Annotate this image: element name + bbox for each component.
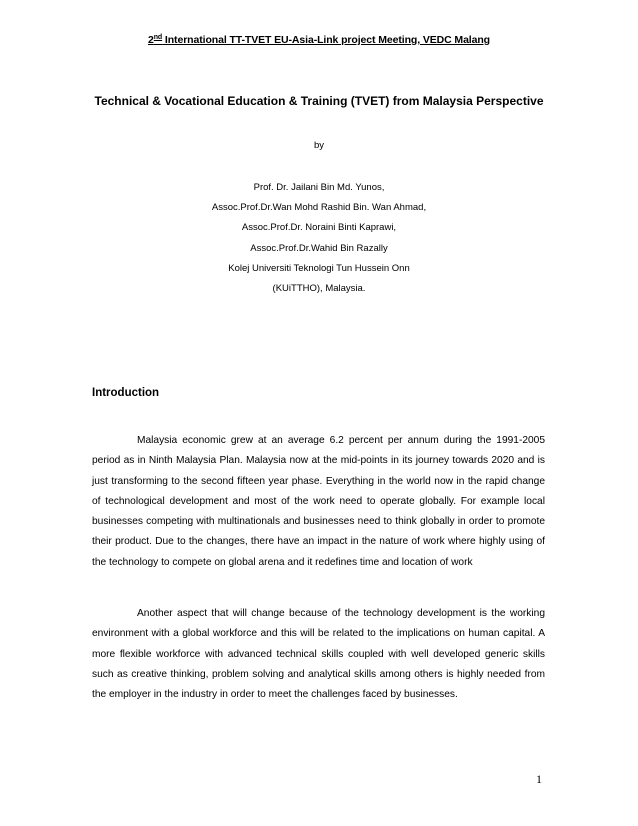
paragraph: Another aspect that will change because of the technology development is the working environment with a global workforce and this will be related to the implications on human capital. A more flexible workforce with advanced technical skills coupled with well developed generic skills such as creative thinking, problem solving and analytical skills among others is highly needed from the employer in the industry in order to meet the challenges faced by businesses. xyxy=(92,608,545,701)
page-header xyxy=(0,34,638,46)
section-heading: Introduction xyxy=(92,387,160,399)
author-line: Prof. Dr. Jailani Bin Md. Yunos, xyxy=(253,182,385,193)
page-number: 1 xyxy=(536,772,542,786)
author-line: Assoc.Prof.Dr.Wahid Bin Razally xyxy=(250,242,388,254)
affiliation-line: Kolej Universiti Teknologi Tun Hussein Onn xyxy=(228,262,410,274)
paragraph: Malaysia economic grew at an average 6.2 percent per annum during the 1991-2005 period as in Ninth Malaysia Plan. Malaysia now at the mid-points in its journey towards 2020 and is just transforming to the second fifteen year phase. Everything in the world now in the rapid change of technological development and most of the work need to operate globally. For example local businesses competing with multinationals and businesses need to think globally in order to promote their product. Due to the changes, there have an impact in the nature of work where highly using of the technology to compete on global arena and it redefines time and location of work xyxy=(92,435,545,568)
header-ordinal-suffix: nd xyxy=(153,34,163,41)
header-ordinal: 2 xyxy=(148,34,154,46)
author-line: Assoc.Prof.Dr.Wan Mohd Rashid Bin. Wan Ahmad, xyxy=(211,202,427,214)
by-line: by xyxy=(313,140,325,151)
header-text: International TT-TVET EU-Asia-Link project Meeting, VEDC Malang xyxy=(162,34,490,46)
affiliation-line: (KUiTTHO), Malaysia. xyxy=(272,283,366,295)
author-line: Assoc.Prof.Dr. Noraini Binti Kaprawi, xyxy=(241,222,397,234)
author-block xyxy=(0,178,638,299)
document-title: Technical & Vocational Education & Training (TVET) from Malaysia Perspective xyxy=(94,94,544,108)
